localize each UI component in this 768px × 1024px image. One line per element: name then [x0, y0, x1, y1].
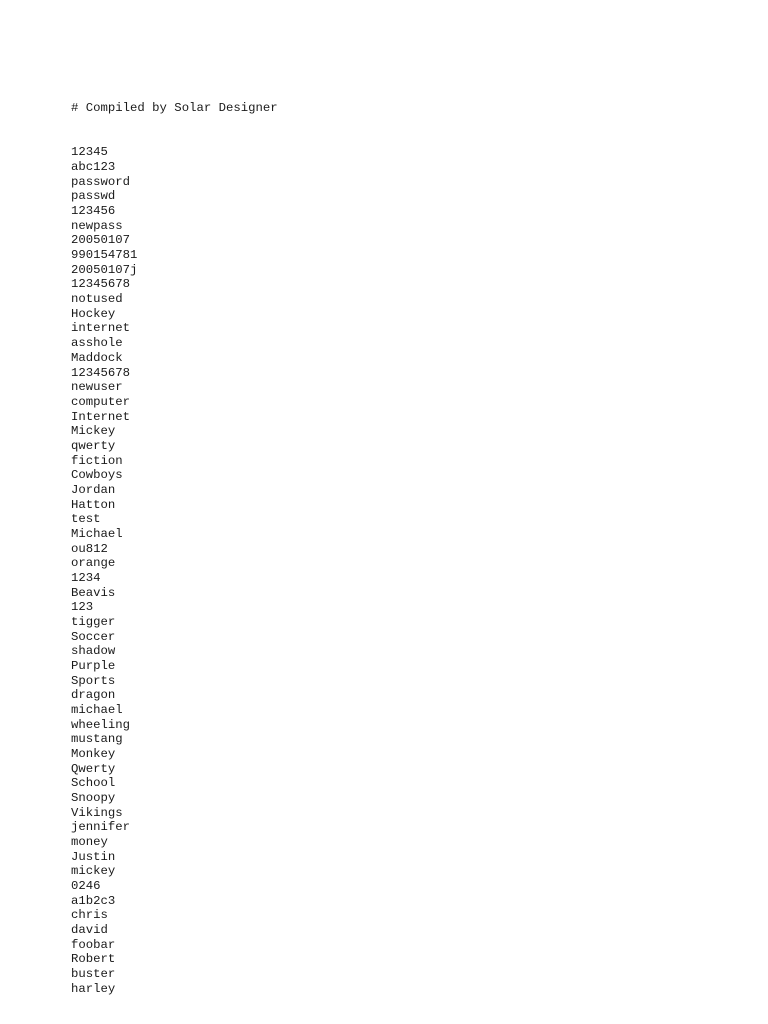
wordlist-entry: Maddock: [71, 350, 123, 365]
wordlist-entry: michael: [71, 702, 123, 717]
wordlist-entry: 1234: [71, 570, 101, 585]
wordlist-entry: newpass: [71, 218, 123, 233]
wordlist-entry: Sports: [71, 673, 116, 688]
wordlist-entry: qwerty: [71, 438, 116, 453]
wordlist-entry: 20050107: [71, 233, 131, 248]
wordlist-entry: fiction: [71, 453, 123, 468]
wordlist-entry: tigger: [71, 614, 116, 629]
wordlist-entry: asshole: [71, 336, 123, 351]
wordlist-entry: Cowboys: [71, 468, 123, 483]
wordlist-entry: chris: [71, 908, 108, 923]
wordlist-entry: passwd: [71, 189, 116, 204]
wordlist-entry: 123456: [71, 204, 116, 219]
wordlist-entry: a1b2c3: [71, 893, 116, 908]
wordlist-entry: david: [71, 923, 108, 938]
wordlist-entry: dragon: [71, 688, 116, 703]
wordlist-entry: 12345678: [71, 365, 131, 380]
wordlist-entry: 12345: [71, 145, 108, 160]
wordlist-entry: Justin: [71, 849, 116, 864]
wordlist-entry: Internet: [71, 409, 131, 424]
wordlist-entry: password: [71, 174, 131, 189]
wordlist-entry: Vikings: [71, 805, 123, 820]
wordlist-entry: Hockey: [71, 306, 116, 321]
wordlist-entry: School: [71, 776, 116, 791]
wordlist-entry: money: [71, 835, 108, 849]
wordlist-entry: Beavis: [71, 585, 116, 600]
wordlist-entry: notused: [71, 292, 123, 307]
wordlist-entry: Snoopy: [71, 790, 116, 805]
wordlist-entry: Purple: [71, 658, 116, 673]
wordlist-entry: jennifer: [71, 820, 131, 835]
wordlist-entry: Michael: [71, 526, 123, 541]
header-comment: # Compiled by Solar Designer: [71, 101, 278, 116]
wordlist-entry: computer: [71, 394, 131, 409]
wordlist-entry: Mickey: [71, 424, 116, 439]
wordlist-entry: abc123: [71, 160, 116, 175]
wordlist-entry: Hatton: [71, 497, 116, 512]
wordlist-entry: 990154781: [71, 248, 138, 263]
wordlist-entry: harley: [71, 981, 116, 996]
wordlist-entry: 123: [71, 600, 94, 615]
wordlist-entry: 0246: [71, 879, 101, 894]
wordlist-entry: newuser: [71, 380, 123, 395]
wordlist-entry: foobar: [71, 937, 116, 952]
wordlist-entry: shadow: [71, 644, 116, 659]
wordlist-entry: ou812: [71, 541, 108, 556]
wordlist-entry: orange: [71, 556, 116, 571]
wordlist-entry: Monkey: [71, 746, 116, 761]
wordlist-entry: Qwerty: [71, 761, 116, 776]
wordlist-entry: Jordan: [71, 482, 116, 497]
wordlist-entry: Soccer: [71, 629, 116, 644]
wordlist-entry: buster: [71, 967, 116, 982]
wordlist-entry: mustang: [71, 732, 123, 747]
password-wordlist: [71, 72, 278, 996]
wordlist-entry: 12345678: [71, 277, 131, 292]
wordlist-entry: Robert: [71, 952, 116, 967]
wordlist-entry: test: [71, 512, 101, 527]
wordlist-entry: wheeling: [71, 717, 131, 732]
wordlist-entry: 20050107j: [71, 262, 138, 277]
wordlist-entry: mickey: [71, 864, 116, 879]
wordlist-entry: internet: [71, 321, 131, 336]
